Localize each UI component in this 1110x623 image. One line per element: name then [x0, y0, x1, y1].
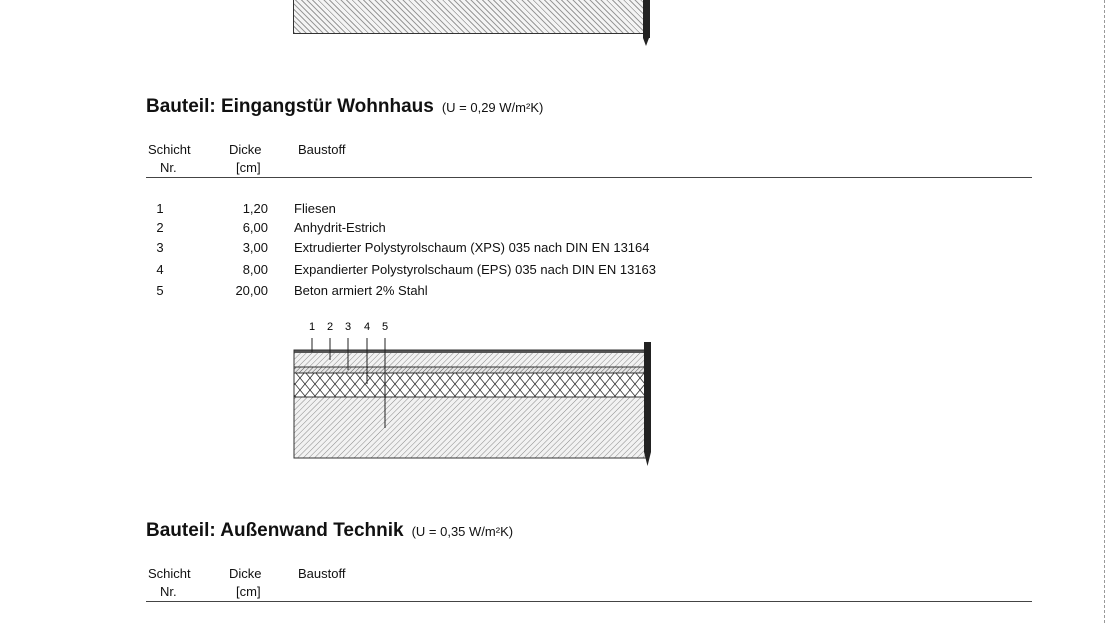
col-nr: Nr.: [160, 584, 177, 599]
header-rule: [146, 177, 1032, 178]
col-baustoff: Baustoff: [298, 142, 346, 157]
layer-dicke: 3,00: [242, 240, 268, 255]
col-unit: [cm]: [236, 160, 261, 175]
layer-2-screed: [294, 353, 646, 367]
section-title: Bauteil: Eingangstür Wohnhaus: [146, 96, 434, 117]
previous-edge-tip: [643, 38, 649, 46]
layer-nr: 1: [156, 201, 164, 216]
col-unit: [cm]: [236, 584, 261, 599]
layer-baustoff: Fliesen: [294, 201, 336, 216]
diagram-edge-bar: [644, 342, 651, 452]
section-title: Bauteil: Außenwand Technik: [146, 520, 404, 541]
layer-baustoff: Extrudierter Polystyrolschaum (XPS) 035 nach DIN EN 13164: [294, 240, 650, 255]
layer-5-concrete: [294, 397, 646, 458]
layer-nr: 3: [156, 240, 164, 255]
layer-dicke: 8,00: [242, 262, 268, 277]
col-baustoff: Baustoff: [298, 566, 346, 581]
diagram-edge-tip: [644, 452, 651, 466]
previous-section-diagram: [293, 0, 655, 48]
layer-4-eps: [294, 373, 646, 397]
col-schicht: Schicht: [148, 566, 191, 581]
layer-nr: 5: [156, 283, 164, 298]
layer-diagram: [290, 318, 670, 470]
layer-baustoff: Expandierter Polystyrolschaum (EPS) 035 nach DIN EN 13163: [294, 262, 657, 277]
layer-baustoff: Beton armiert 2% Stahl: [294, 283, 428, 298]
layer-label: 4: [364, 321, 371, 333]
layer-baustoff: Anhydrit-Estrich: [294, 220, 386, 235]
col-dicke: Dicke: [229, 142, 262, 157]
layer-dicke: 6,00: [242, 220, 268, 235]
layer-nr: 2: [156, 220, 164, 235]
header-rule: [146, 601, 1032, 602]
col-nr: Nr.: [160, 160, 177, 175]
col-dicke: Dicke: [229, 566, 262, 581]
page-edge-line: [1104, 0, 1106, 623]
layer-3-xps: [294, 367, 646, 373]
layer-label: 3: [345, 321, 352, 333]
layer-label: 5: [382, 321, 389, 333]
layer-dicke: 20,00: [235, 283, 268, 298]
col-schicht: Schicht: [148, 142, 191, 157]
u-value: (U = 0,29 W/m²K): [441, 100, 544, 115]
layer-label: 1: [309, 321, 316, 333]
section-heading: [146, 96, 543, 118]
layer-dicke: 1,20: [242, 201, 268, 216]
u-value: (U = 0,35 W/m²K): [411, 524, 514, 539]
layer-label: 2: [327, 321, 334, 333]
previous-edge-bar: [643, 0, 650, 38]
layer-nr: 4: [156, 262, 164, 277]
section-heading: [146, 520, 513, 542]
layer-diagram-svg: [290, 318, 670, 470]
previous-concrete-layer: [293, 0, 647, 34]
